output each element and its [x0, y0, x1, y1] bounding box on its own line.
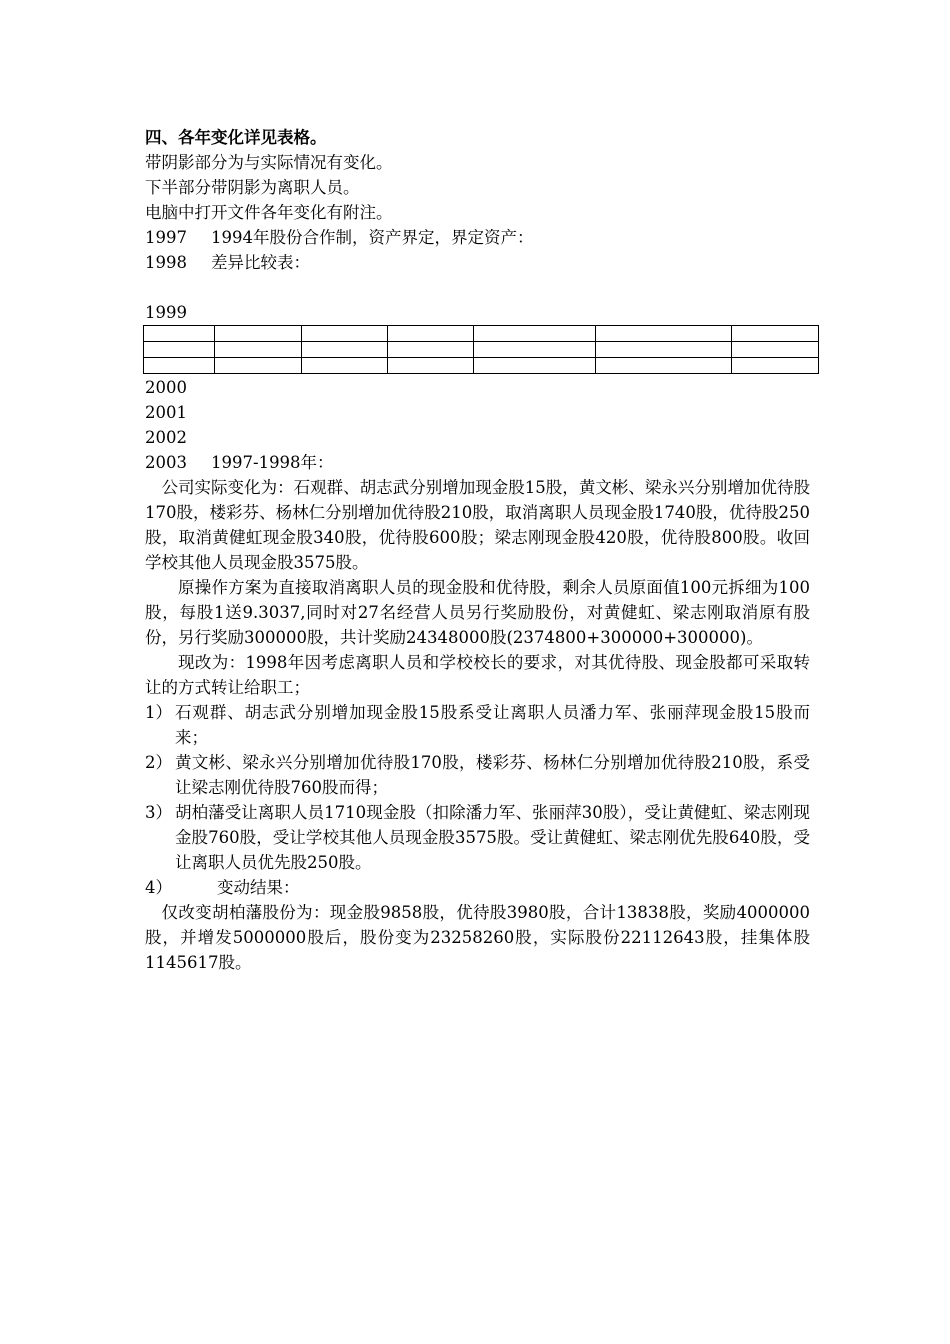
list-text: 石观群、胡志武分别增加现金股15股系受让离职人员潘力军、张丽萍现金股15股而来； — [175, 703, 810, 747]
table-cell — [144, 342, 215, 358]
paragraph-revision: 现改为：1998年因考虑离职人员和学校校长的要求，对其优待股、现金股都可采取转让的方式转让给职工； — [145, 653, 810, 697]
table-cell — [301, 358, 387, 374]
table-row — [144, 326, 819, 342]
list-number: 1） — [145, 703, 172, 722]
paragraph-original-plan: 原操作方案为直接取消离职人员的现金股和优待股，剩余人员原面值100元拆细为100股，每股1送9.3037,同时对27名经营人员另行奖励股份，对黄健虹、梁志刚取消原有股份，另行奖励300000股，共计奖励24348000股(2374800+300000+300000)。 — [145, 578, 810, 647]
table-cell — [214, 342, 301, 358]
table-cell — [387, 326, 474, 342]
table-cell — [596, 342, 732, 358]
paragraph-actual-change: 公司实际变化为：石观群、胡志武分别增加现金股15股，黄文彬、梁永兴分别增加优待股170股，楼彩芬、杨林仁分别增加优待股210股，取消离职人员现金股1740股，优待股250股，取消黄健虹现金股340股，优待股600股；梁志刚现金股420股，优待股800股。收回学校其他人员现金股3575股。 — [145, 478, 810, 572]
year-label: 1997 — [145, 228, 187, 247]
year-line — [145, 450, 810, 475]
year-label: 2003 — [145, 453, 187, 472]
table-cell — [214, 326, 301, 342]
table-cell — [732, 326, 819, 342]
list-number: 2） — [145, 753, 172, 772]
note-line: 下半部分带阴影为离职人员。 — [145, 178, 360, 197]
table-cell — [732, 358, 819, 374]
table-row — [144, 358, 819, 374]
list-number: 4） — [145, 878, 172, 897]
year-label: 2000 — [145, 378, 187, 397]
table-cell — [474, 358, 596, 374]
blank-line — [145, 275, 810, 300]
table-cell — [144, 358, 215, 374]
year-text: 差异比较表： — [211, 253, 310, 272]
list-text: 胡柏藩受让离职人员1710现金股（扣除潘力军、张丽萍30股），受让黄健虹、梁志刚现金股760股，受让学校其他人员现金股3575股。受让黄健虹、梁志刚优先股640股，受让离职人员优先股250股。 — [175, 803, 810, 872]
year-line — [145, 225, 810, 250]
note-line: 带阴影部分为与实际情况有变化。 — [145, 153, 393, 172]
paragraph-result: 仅改变胡柏藩股份为：现金股9858股，优待股3980股，合计13838股，奖励4000000股，并增发5000000股后，股份变为23258260股，实际股份22112643股，挂集体股1145617股。 — [145, 903, 810, 972]
table-cell — [474, 342, 596, 358]
year-label: 1999 — [145, 303, 187, 322]
table-cell — [596, 358, 732, 374]
list-text: 黄文彬、梁永兴分别增加优待股170股，楼彩芬、杨林仁分别增加优待股210股，系受让梁志刚优待股760股而得； — [175, 753, 810, 797]
year-label: 2002 — [145, 428, 187, 447]
section-heading: 四、各年变化详见表格。 — [145, 128, 327, 147]
year-label: 1998 — [145, 253, 187, 272]
table-cell — [144, 326, 215, 342]
table-cell — [732, 342, 819, 358]
year-text: 1994年股份合作制，资产界定，界定资产： — [211, 228, 534, 247]
list-item — [145, 875, 810, 900]
table-cell — [596, 326, 732, 342]
table-cell — [301, 342, 387, 358]
list-text: 变动结果： — [217, 878, 300, 897]
table-cell — [387, 342, 474, 358]
table-cell — [301, 326, 387, 342]
table-cell — [387, 358, 474, 374]
note-line: 电脑中打开文件各年变化有附注。 — [145, 203, 393, 222]
table-row — [144, 342, 819, 358]
year-text: 1997-1998年： — [211, 453, 334, 472]
list-item — [145, 700, 810, 750]
year-line — [145, 250, 810, 275]
table-cell — [474, 326, 596, 342]
list-item — [145, 800, 810, 875]
document-page — [145, 125, 810, 975]
comparison-table — [143, 325, 819, 374]
table-cell — [214, 358, 301, 374]
year-label: 2001 — [145, 403, 187, 422]
list-number: 3） — [145, 803, 172, 822]
list-item — [145, 750, 810, 800]
